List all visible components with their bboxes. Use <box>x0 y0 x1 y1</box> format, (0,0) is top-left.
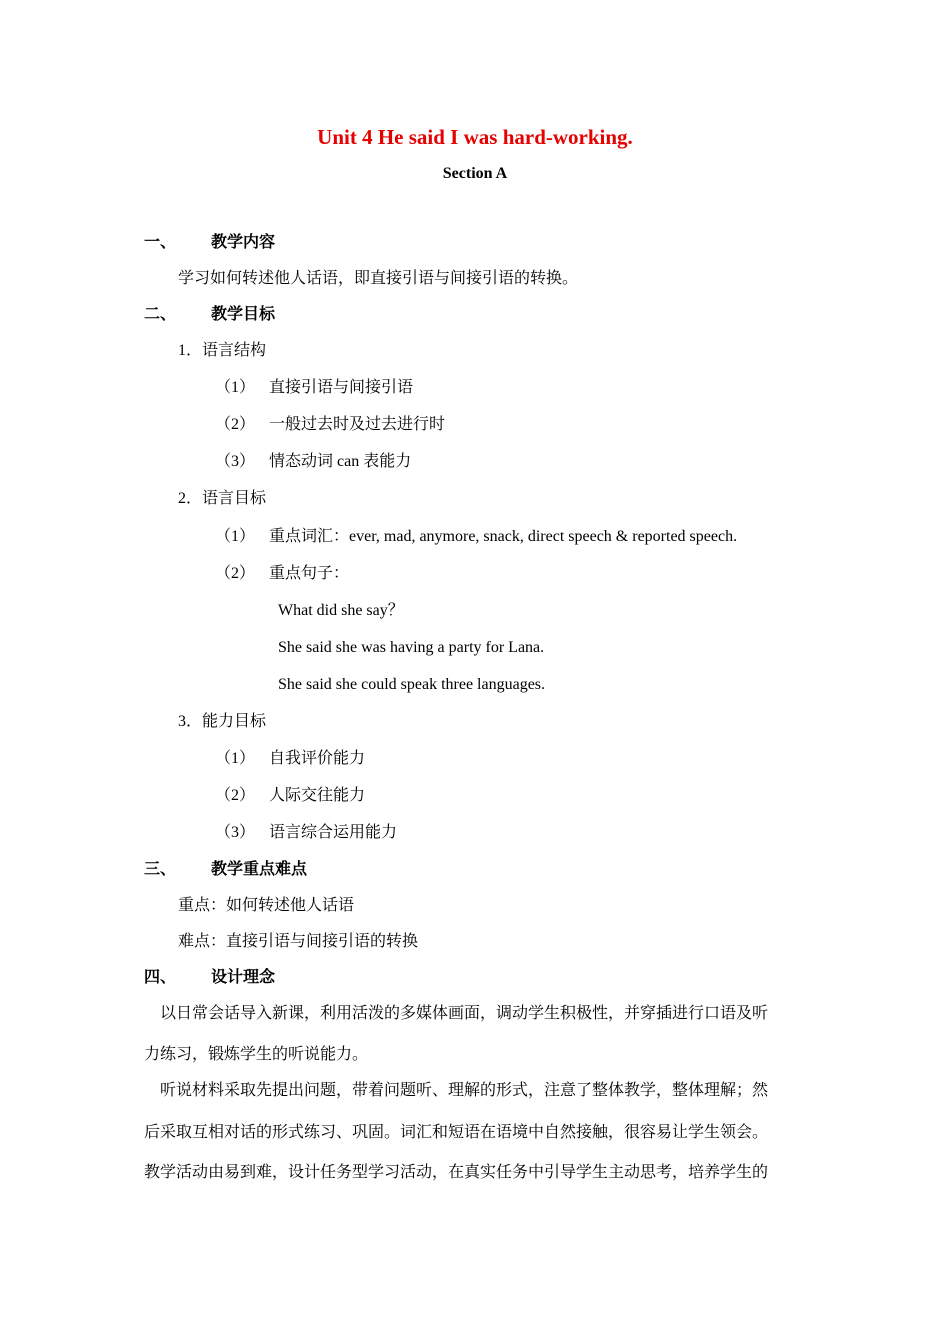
goal-1-label: 1．语言结构 <box>178 342 267 359</box>
goal-2-item-1-number: （1） <box>215 528 256 545</box>
document-title: Unit 4 He said I was hard-working. <box>317 125 633 149</box>
design-line-5: 教学活动由易到难，设计任务型学习活动，在真实任务中引导学生主动思考，培养学生的 <box>144 1164 769 1181</box>
design-line-3: 听说材料采取先提出问题，带着问题听、理解的形式，注意了整体教学，整体理解；然 <box>160 1082 769 1099</box>
goal-2-item-2-text: 重点句子： <box>269 565 350 582</box>
goal-3-item-3-number: （3） <box>215 824 256 841</box>
section-1-heading: 教学内容 <box>211 234 276 251</box>
goal-3-item-1-number: （1） <box>215 750 256 767</box>
section-2-number: 二、 <box>144 306 177 323</box>
goal-1-item-2-number: （2） <box>215 416 256 433</box>
key-sentence-3: She said she could speak three languages. <box>278 676 546 693</box>
goal-2-item-1-text: 重点词汇：ever, mad, anymore, snack, direct speech & reported speech. <box>269 528 738 545</box>
key-point-text: 重点：如何转述他人话语 <box>178 897 355 914</box>
goal-3-item-1-text: 自我评价能力 <box>269 750 366 767</box>
design-line-4: 后采取互相对话的形式练习、巩固。词汇和短语在语境中自然接触，很容易让学生领会。 <box>144 1124 769 1141</box>
section-subtitle: Section A <box>442 165 508 182</box>
goal-3-item-2-text: 人际交往能力 <box>269 787 366 804</box>
key-sentence-2: She said she was having a party for Lana. <box>278 639 545 656</box>
key-sentence-1: What did she say？ <box>278 602 404 619</box>
difficulty-text: 难点：直接引语与间接引语的转换 <box>178 933 419 950</box>
section-1-number: 一、 <box>144 234 177 251</box>
goal-3-label: 3．能力目标 <box>178 713 267 730</box>
section-4-number: 四、 <box>144 969 177 986</box>
section-3-heading: 教学重点难点 <box>211 861 308 878</box>
section-3-number: 三、 <box>144 861 177 878</box>
section-2-heading: 教学目标 <box>211 306 276 323</box>
goal-3-item-3-text: 语言综合运用能力 <box>269 824 398 841</box>
goal-1-item-3-number: （3） <box>215 453 256 470</box>
section-4-heading: 设计理念 <box>211 969 276 986</box>
goal-1-item-2-text: 一般过去时及过去进行时 <box>269 416 446 433</box>
goal-2-label: 2．语言目标 <box>178 490 267 507</box>
goal-2-item-2-number: （2） <box>215 565 256 582</box>
goal-1-item-1-number: （1） <box>215 379 256 396</box>
section-1-text: 学习如何转述他人话语，即直接引语与间接引语的转换。 <box>178 270 579 287</box>
goal-3-item-2-number: （2） <box>215 787 256 804</box>
goal-1-item-3-text: 情态动词 can 表能力 <box>269 453 412 470</box>
design-line-2: 力练习，锻炼学生的听说能力。 <box>144 1046 369 1063</box>
goal-1-item-1-text: 直接引语与间接引语 <box>269 379 414 396</box>
design-line-1: 以日常会话导入新课，利用活泼的多媒体画面，调动学生积极性，并穿插进行口语及听 <box>160 1005 769 1022</box>
